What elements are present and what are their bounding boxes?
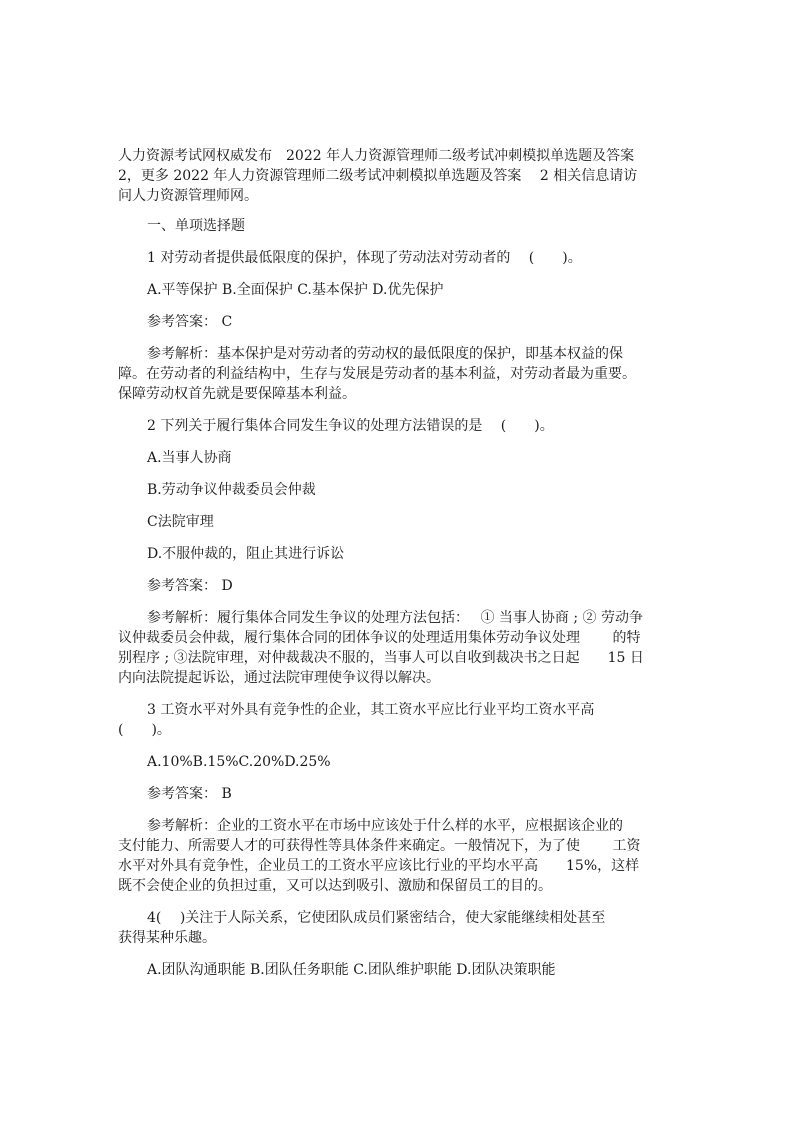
analysis-line: 支付能力、所需要人才的可获得性等具体条件来确定。一般情况下，为了使 工资 — [118, 838, 641, 854]
analysis-line: 障。在劳动者的利益结构中，生存与发展是劳动者的基本利益，对劳动者最为重要。 — [118, 366, 636, 382]
analysis-line: 别程序 ; ③法院审理，对仲裁裁决不服的，当事人可以自收到裁决书之日起 15 日 — [118, 650, 644, 666]
question-2-option-b: B.劳动争议仲裁委员会仲裁 — [147, 482, 316, 498]
question-2-option-a: A.当事人协商 — [147, 450, 232, 466]
question-3-options: A.10%B.15%C.20%D.25% — [147, 754, 331, 770]
question-1-answer: 参考答案： C — [147, 314, 233, 330]
question-3-analysis — [118, 816, 678, 896]
analysis-line: 内向法院提起诉讼，通过法院审理使争议得以解决。 — [118, 670, 440, 686]
stem-line: 4( )关注于人际关系，它使团队成员们紧密结合，使大家能继续相处甚至 — [147, 910, 606, 926]
analysis-line: 参考解析：企业的工资水平在市场中应该处于什么样的水平，应根据该企业的 — [147, 818, 623, 834]
intro-line: 问人力资源管理师网。 — [118, 188, 258, 204]
section-heading: 一、单项选择题 — [147, 218, 245, 234]
stem-line: ( )。 — [118, 722, 171, 738]
analysis-line: 既不会使企业的负担过重，又可以达到吸引、激励和保留员工的目的。 — [118, 878, 552, 894]
question-2-analysis — [118, 608, 678, 688]
question-1-analysis — [118, 344, 678, 404]
question-2-option-d: D.不服仲裁的，阻止其进行诉讼 — [147, 546, 345, 562]
stem-line: 获得某种乐趣。 — [118, 930, 216, 946]
question-4-options: A.团队沟通职能 B.团队任务职能 C.团队维护职能 D.团队决策职能 — [147, 962, 556, 978]
analysis-line: 参考解析：基本保护是对劳动者的劳动权的最低限度的保护，即基本权益的保 — [147, 346, 623, 362]
intro-line: 人力资源考试网权威发布 2022 年人力资源管理师二级考试冲刺模拟单选题及答案 — [118, 148, 635, 164]
analysis-line: 水平对外具有竞争性，企业员工的工资水平应该比行业的平均水平高 15%，这样 — [118, 858, 640, 874]
stem-line: 3 工资水平对外具有竞争性的企业，其工资水平应比行业平均工资水平高 — [147, 702, 595, 718]
intro-line: 2，更多 2022 年人力资源管理师二级考试冲刺模拟单选题及答案 2 相关信息请访 — [118, 168, 638, 184]
question-3-answer: 参考答案： B — [147, 786, 232, 802]
analysis-line: 议仲裁委员会仲裁，履行集体合同的团体争议的处理适用集体劳动争议处理 的特 — [118, 630, 641, 646]
question-2-stem: 2 下列关于履行集体合同发生争议的处理方法错误的是 ( )。 — [147, 418, 554, 434]
question-2-option-c: C法院审理 — [147, 514, 214, 530]
question-3-stem — [118, 700, 678, 740]
document-body — [118, 146, 678, 992]
question-1-options: A.平等保护 B.全面保护 C.基本保护 D.优先保护 — [147, 282, 444, 298]
question-1-stem: 1 对劳动者提供最低限度的保护，体现了劳动法对劳动者的 ( )。 — [147, 250, 582, 266]
question-4-stem — [118, 908, 678, 948]
analysis-line: 参考解析：履行集体合同发生争议的处理方法包括： ① 当事人协商 ; ② 劳动争 — [147, 610, 643, 626]
question-2-answer: 参考答案： D — [147, 578, 233, 594]
intro-paragraph — [118, 146, 678, 206]
analysis-line: 保障劳动权首先就是要保障基本利益。 — [118, 386, 356, 402]
